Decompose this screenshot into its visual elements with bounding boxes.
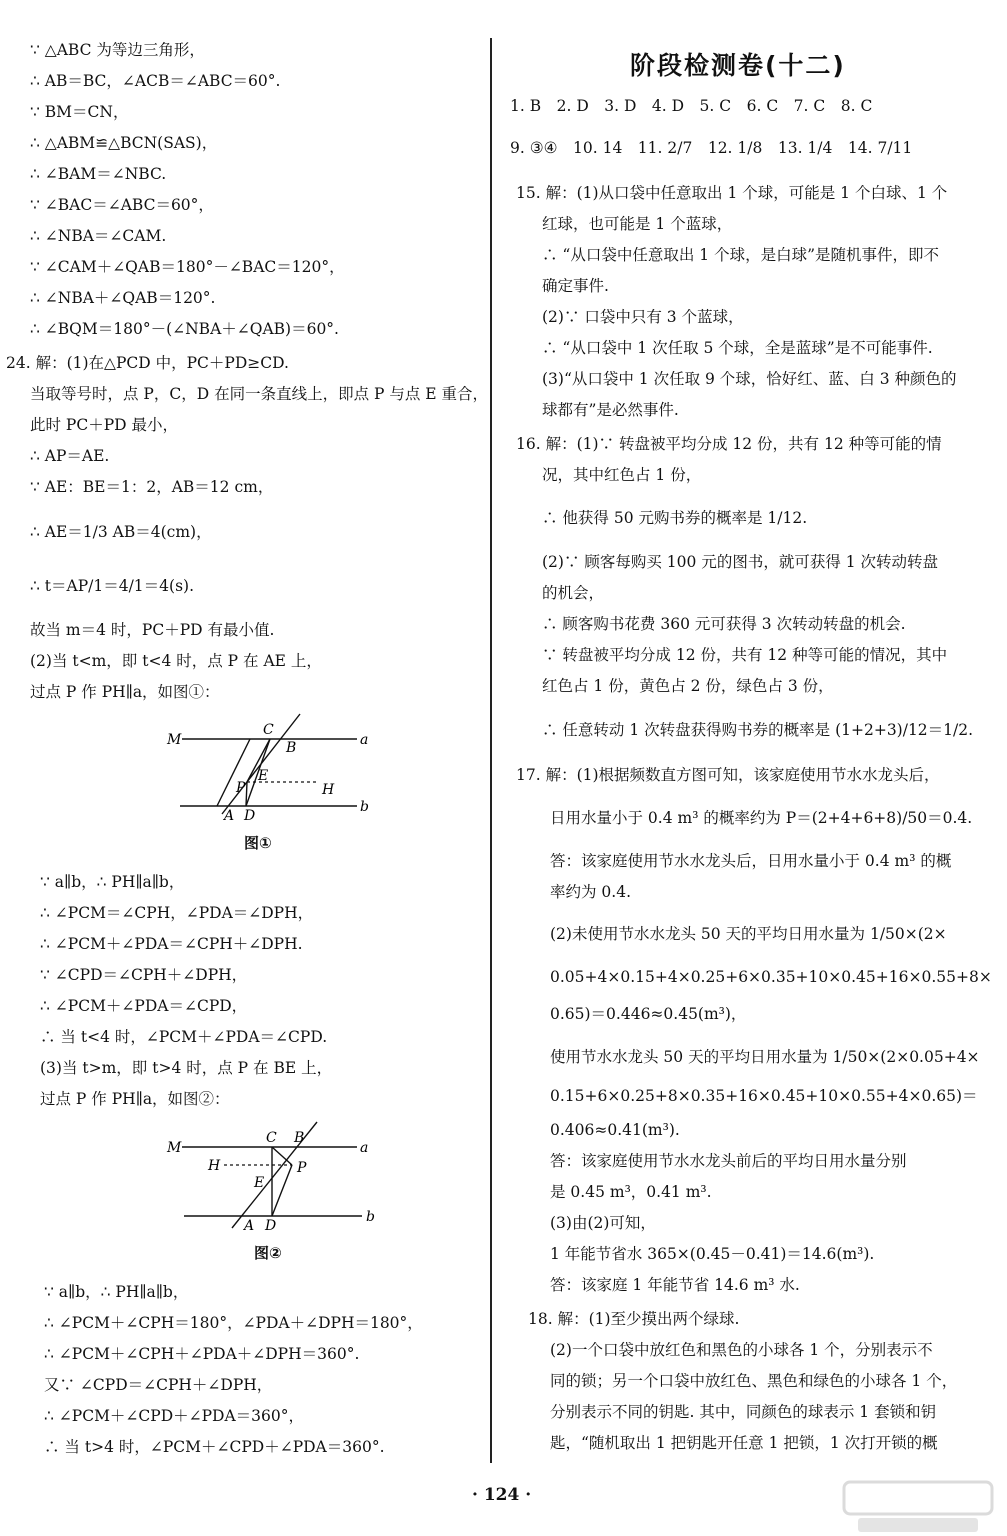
text-line: (3)当 t>m，即 t>4 时，点 P 在 BE 上， xyxy=(40,1059,333,1077)
fig2-label: A xyxy=(244,1218,255,1232)
fig2-label: b xyxy=(366,1209,375,1225)
text-line: ∵ ∠CAM＋∠QAB＝180°－∠BAC＝120°， xyxy=(30,258,345,276)
text-line: ∴ ∠PCM＋∠CPH＋∠PDA＋∠DPH＝360°. xyxy=(44,1345,360,1363)
text-line: 红色占 1 份，黄色占 2 份，绿色占 3 份， xyxy=(542,677,834,695)
fig1-label: D xyxy=(244,808,256,822)
formula-line: ∴ AE＝1/3 AB＝4(cm)， xyxy=(30,523,212,541)
formula-line: 0.65)＝0.446≈0.45(m³)， xyxy=(550,1005,747,1023)
figure-1-caption: 图① xyxy=(244,834,272,852)
text-line: 球都有”是必然事件. xyxy=(542,401,679,419)
text-line: (2)∵ 顾客每购买 100 元的图书，就可获得 1 次转动转盘 xyxy=(542,553,939,571)
text-line: (2)一个口袋中放红色和黑色的小球各 1 个，分别表示不 xyxy=(550,1341,933,1359)
fig2-label: D xyxy=(265,1218,277,1232)
text-line: 答：该家庭 1 年能节省 14.6 m³ 水. xyxy=(550,1276,800,1294)
fig2-label: C xyxy=(266,1130,277,1146)
text-line: ∴ AB＝BC，∠ACB＝∠ABC＝60°. xyxy=(30,72,281,90)
text-line: 匙，“随机取出 1 把钥匙开任意 1 把锁，1 次打开锁的概 xyxy=(550,1434,938,1452)
answers-line: 9. ③④ 10. 14 11. 2/7 12. 1/8 13. 1/4 14. 7/11 xyxy=(510,139,913,157)
text-line: ∴ ∠PCM＋∠PDA＝∠CPD， xyxy=(40,997,248,1015)
text-line: ∴ △ABM≌△BCN(SAS)， xyxy=(30,134,218,152)
text-line: ∵ a∥b，∴ PH∥a∥b， xyxy=(44,1283,189,1301)
text-line: ∴ “从口袋中任意取出 1 个球，是白球”是随机事件，即不 xyxy=(542,246,939,264)
figure-1-diagram xyxy=(162,712,382,822)
text-line: ∴ ∠PCM＋∠CPD＋∠PDA＝360°， xyxy=(44,1407,305,1425)
formula-line: 0.05+4×0.15+4×0.25+6×0.35+10×0.45+16×0.55+8× xyxy=(550,968,992,986)
text-line: ∴ ∠PCM＋∠PDA＝∠CPH＋∠DPH. xyxy=(40,935,303,953)
formula-line: ∴ t＝AP/1＝4/1＝4(s). xyxy=(30,577,195,595)
text-line: ∴ ∠NBA＝∠CAM. xyxy=(30,227,167,245)
text-line: 确定事件. xyxy=(542,277,609,295)
text-line: ∴ 当 t<4 时，∠PCM＋∠PDA＝∠CPD. xyxy=(40,1028,328,1046)
fig1-label: H xyxy=(322,782,335,798)
page-title: 阶段检测卷(十二) xyxy=(630,51,846,80)
text-line: (3)由(2)可知， xyxy=(550,1214,656,1232)
fig1-label: M xyxy=(167,732,182,748)
text-line: 1 年能节省水 365×(0.45－0.41)＝14.6(m³). xyxy=(550,1245,875,1263)
text-line: ∴ 顾客购书花费 360 元可获得 3 次转动转盘的机会. xyxy=(542,615,906,633)
fig2-label: H xyxy=(208,1158,221,1174)
question-24-heading: 24. 解：(1)在△PCD 中，PC＋PD≥CD. xyxy=(6,354,289,372)
question-18-heading: 18. 解：(1)至少摸出两个绿球. xyxy=(528,1310,740,1328)
text-line: 答：该家庭使用节水水龙头后，日用水量小于 0.4 m³ 的概 xyxy=(550,852,952,870)
text-line: ∴ “从口袋中 1 次任取 5 个球，全是蓝球”是不可能事件. xyxy=(542,339,933,357)
fig1-label: C xyxy=(263,722,274,738)
formula-line: 0.406≈0.41(m³). xyxy=(550,1121,680,1139)
text-line: ∵ AE：BE＝1：2，AB＝12 cm， xyxy=(30,478,274,496)
text-line: ∵ ∠CPD＝∠CPH＋∠DPH， xyxy=(40,966,248,984)
text-line: 况，其中红色占 1 份， xyxy=(542,466,702,484)
fig1-label: b xyxy=(360,799,369,815)
text-line: (3)“从口袋中 1 次任取 9 个球，恰好红、蓝、白 3 种颜色的 xyxy=(542,370,957,388)
fig1-label: E xyxy=(258,768,269,784)
text-line: ∴ ∠BAM＝∠NBC. xyxy=(30,165,167,183)
text-line: ∴ ∠BQM＝180°－(∠NBA＋∠QAB)＝60°. xyxy=(30,320,339,338)
text-line: (2)当 t<m，即 t<4 时，点 P 在 AE 上， xyxy=(30,652,322,670)
formula-line: 0.15+6×0.25+8×0.35+16×0.45+10×0.55+4×0.65)＝ xyxy=(550,1087,978,1105)
text-line: (2)∵ 口袋中只有 3 个蓝球， xyxy=(542,308,744,326)
text-line: 当取等号时，点 P，C，D 在同一条直线上，即点 P 与点 E 重合， xyxy=(30,385,489,403)
text-line: 同的锁；另一个口袋中放红色、黑色和绿色的小球各 1 个， xyxy=(550,1372,958,1390)
text-line: 又∵ ∠CPD＝∠CPH＋∠DPH， xyxy=(44,1376,273,1394)
figure-2-diagram xyxy=(162,1120,382,1232)
text-line: ∴ ∠NBA＋∠QAB＝120°. xyxy=(30,289,216,307)
formula-line: (2)未使用节水水龙头 50 天的平均日用水量为 1/50×(2× xyxy=(550,925,947,943)
figure-2-caption: 图② xyxy=(254,1244,282,1262)
text-line: 分别表示不同的钥匙. 其中，同颜色的球表示 1 套锁和钥 xyxy=(550,1403,937,1421)
fig2-label: P xyxy=(297,1160,307,1176)
question-15-heading: 15. 解：(1)从口袋中任意取出 1 个球，可能是 1 个白球、1 个 xyxy=(516,184,948,202)
formula-line: 日用水量小于 0.4 m³ 的概率约为 P＝(2+4+6+8)/50＝0.4. xyxy=(550,809,973,827)
text-line: ∴ ∠PCM＝∠CPH，∠PDA＝∠DPH， xyxy=(40,904,314,922)
text-line: ∴ ∠PCM＋∠CPH＝180°，∠PDA＋∠DPH＝180°， xyxy=(44,1314,423,1332)
text-line: 故当 m＝4 时，PC＋PD 有最小值. xyxy=(30,621,275,639)
text-line: ∴ 当 t>4 时，∠PCM＋∠CPD＋∠PDA＝360°. xyxy=(44,1438,385,1456)
text-line: 过点 P 作 PH∥a，如图②： xyxy=(40,1090,230,1108)
text-line: 过点 P 作 PH∥a，如图①： xyxy=(30,683,220,701)
page-number: · 124 · xyxy=(472,1485,532,1505)
answers-line: 1. B 2. D 3. D 4. D 5. C 6. C 7. C 8. C xyxy=(510,97,873,115)
fig1-label: P xyxy=(236,780,246,796)
text-line: ∵ △ABC 为等边三角形， xyxy=(30,41,205,59)
watermark-logo xyxy=(838,1478,998,1536)
fig2-label: B xyxy=(294,1130,305,1146)
formula-line: ∴ 任意转动 1 次转盘获得购书券的概率是 (1+2+3)/12＝1/2. xyxy=(542,721,974,739)
text-line: ∵ 转盘被平均分成 12 份，共有 12 种等可能的情况，其中 xyxy=(542,646,948,664)
fig2-label: E xyxy=(254,1175,265,1191)
fig1-label: B xyxy=(286,740,297,756)
text-line: 此时 PC＋PD 最小， xyxy=(30,416,178,434)
question-17-heading: 17. 解：(1)根据频数直方图可知，该家庭使用节水水龙头后， xyxy=(516,766,940,784)
fig1-label: a xyxy=(360,732,369,748)
text-line: ∵ a∥b，∴ PH∥a∥b， xyxy=(40,873,185,891)
text-line: 答：该家庭使用节水水龙头前后的平均日用水量分别 xyxy=(550,1152,907,1170)
question-16-heading: 16. 解：(1)∵ 转盘被平均分成 12 份，共有 12 种等可能的情 xyxy=(516,435,942,453)
text-line: ∵ ∠BAC＝∠ABC＝60°， xyxy=(30,196,214,214)
text-line: ∵ BM＝CN， xyxy=(30,103,129,121)
text-line: 是 0.45 m³，0.41 m³. xyxy=(550,1183,712,1201)
fig1-label: A xyxy=(224,808,235,822)
text-line: 的机会， xyxy=(542,584,605,602)
text-line: 红球，也可能是 1 个蓝球， xyxy=(542,215,733,233)
column-divider xyxy=(490,38,492,1463)
text-line: ∴ AP＝AE. xyxy=(30,447,110,465)
text-line: 率约为 0.4. xyxy=(550,883,632,901)
formula-line: ∴ 他获得 50 元购书券的概率是 1/12. xyxy=(542,509,808,527)
formula-line: 使用节水水龙头 50 天的平均日用水量为 1/50×(2×0.05+4× xyxy=(550,1048,980,1066)
fig2-label: a xyxy=(360,1140,369,1156)
fig2-label: M xyxy=(167,1140,182,1156)
